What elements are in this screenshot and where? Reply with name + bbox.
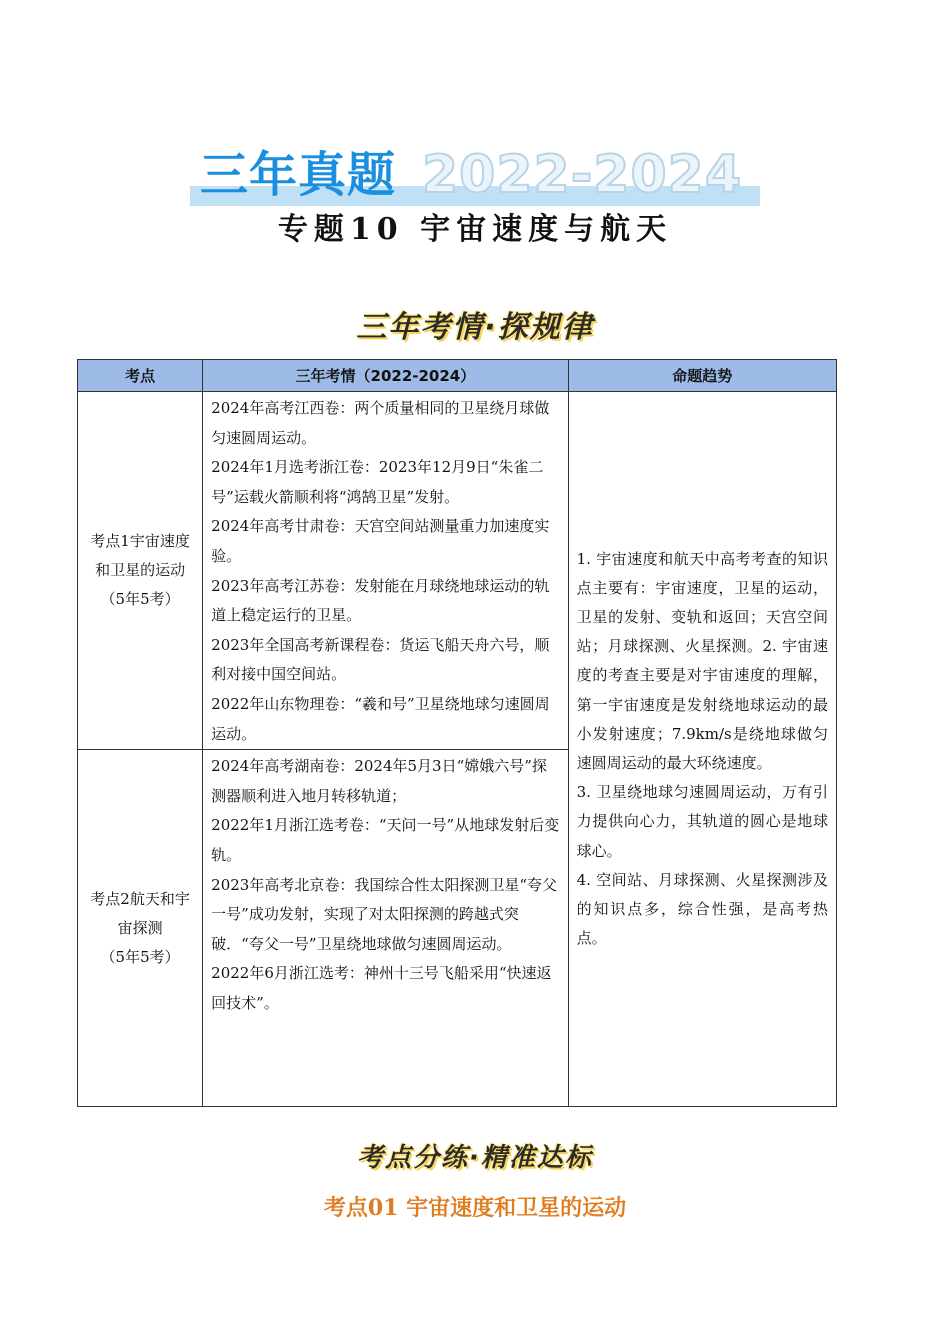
table-row	[78, 392, 837, 750]
trend-cell	[568, 392, 836, 1107]
exam-table	[77, 359, 837, 1107]
list-item: 2023年全国高考新课程卷：货运飞船天舟六号，顺利对接中国空间站。	[211, 635, 550, 684]
slogan-bottom: 考点分练·精准达标	[357, 1143, 593, 1173]
list-item: 2024年高考甘肃卷：天宫空间站测量重力加速度实验。	[211, 517, 550, 565]
point-count: （5年5考）	[100, 590, 180, 609]
trend-paragraph: 3. 卫星绕地球匀速圆周运动，万有引力提供向心力，其轨道的圆心是地球球心。	[576, 783, 828, 860]
list-item: 2022年1月浙江选考卷：“天问一号”从地球发射后变轨。	[211, 816, 560, 864]
point-count: （5年5考）	[100, 947, 180, 966]
section-heading: 考点01 宇宙速度和卫星的运动	[323, 1195, 627, 1221]
list-item: 2023年高考江苏卷：发射能在月球绕地球运动的轨道上稳定运行的卫星。	[211, 576, 550, 625]
banner	[190, 145, 760, 208]
exam-items-cell	[203, 750, 568, 1107]
banner-main-text: 三年真题	[200, 147, 397, 203]
trend-paragraph: 4. 空间站、月球探测、火星探测涉及的知识点多，综合性强，是高考热点。	[576, 870, 828, 948]
list-item: 2023年高考北京卷：我国综合性太阳探测卫星“夸父一号”成功发射，实现了对太阳探测的跨越式突破．“夸父一号”卫星绕地球做匀速圆周运动。	[211, 875, 558, 953]
trend-paragraph: 1. 宇宙速度和航天中高考考查的知识点主要有：宇宙速度，卫星的运动，卫星的发射、变轨和返回；天宫空间站；月球探测、火星探测。2. 宇宙速度的考查主要是对宇宙速度的理解，第一宇宙速度是发射绕地球运动的最小发射速度；7.9km/s是绕地球做匀速圆周运动的最大环绕速度。	[576, 549, 828, 773]
point-cell	[78, 392, 203, 750]
header-exams: 三年考情（2022-2024）	[203, 360, 568, 392]
point-label: 考点1宇宙速度和卫星的运动	[90, 532, 190, 580]
header-point: 考点	[78, 360, 203, 392]
banner-years-text: 2022-2024	[422, 145, 743, 205]
page-title: 专题10 宇宙速度与航天	[277, 212, 673, 247]
list-item: 2024年高考江西卷：两个质量相同的卫星绕月球做匀速圆周运动。	[211, 399, 550, 447]
header-trend: 命题趋势	[568, 360, 836, 392]
list-item: 2022年6月浙江选考：神州十三号飞船采用“快速返回技术”。	[211, 964, 552, 1012]
list-item: 2024年1月选考浙江卷：2023年12月9日“朱雀二号”运载火箭顺利将“鸿鹄卫星”发射。	[211, 458, 544, 506]
exam-items-cell	[203, 392, 568, 750]
list-item: 2024年高考湖南卷：2024年5月3日“嫦娥六号”探测器顺利进入地月转移轨道；	[211, 757, 547, 805]
slogan-top: 三年考情·探规律	[356, 310, 594, 345]
point-label: 考点2航天和宇宙探测	[90, 889, 190, 937]
list-item: 2022年山东物理卷：“羲和号”卫星绕地球匀速圆周运动。	[211, 694, 550, 743]
table-header-row	[78, 360, 837, 392]
point-cell	[78, 750, 203, 1107]
